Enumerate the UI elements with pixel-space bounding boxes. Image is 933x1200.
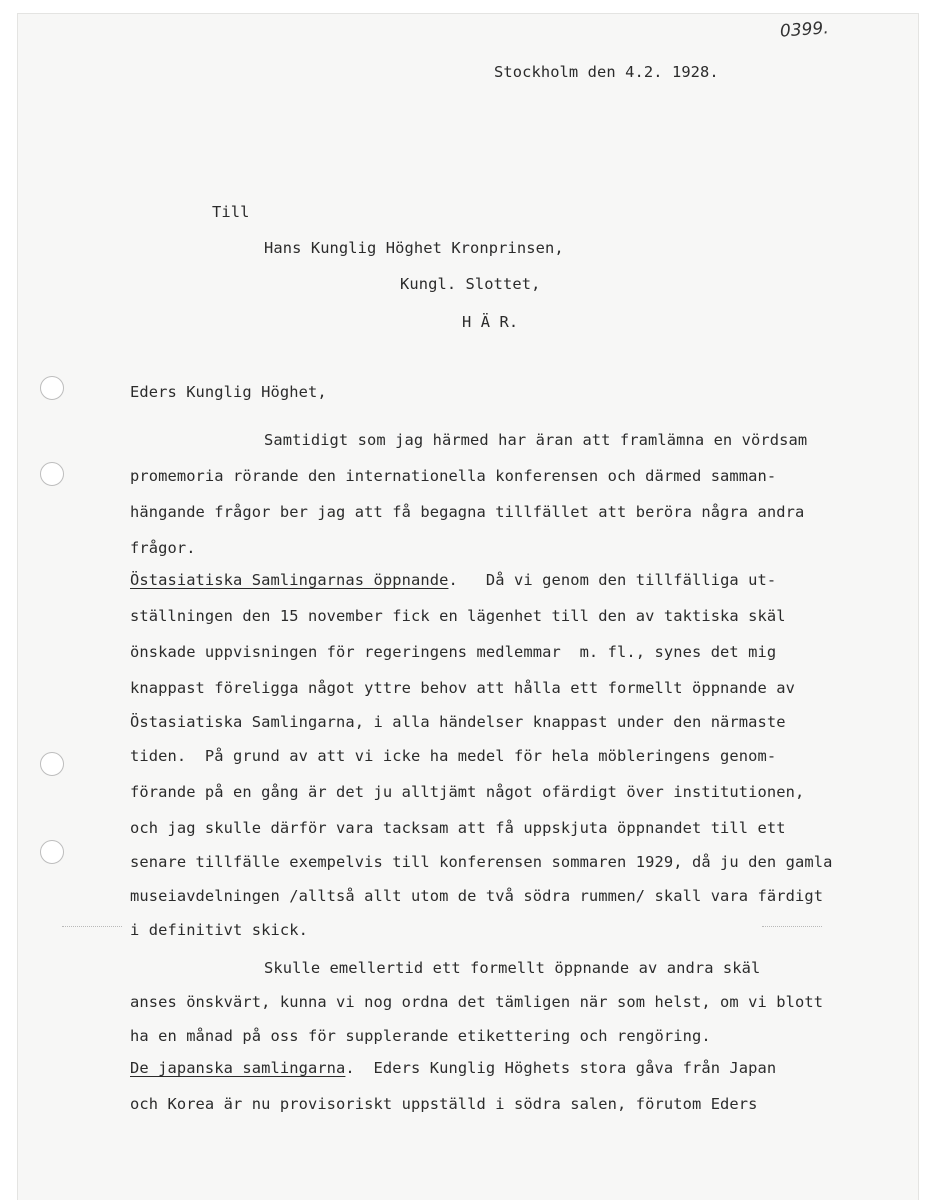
body-text: . Då vi genom den tillfälliga ut- (448, 571, 777, 589)
body-line: senare tillfälle exempelvis till konferensen sommaren 1929, då ju den gamla (130, 853, 833, 871)
body-line: Skulle emellertid ett formellt öppnande av andra skäl (264, 959, 761, 977)
scan-edge-mark (762, 926, 822, 935)
body-line: promemoria rörande den internationella konferensen och därmed samman- (130, 467, 777, 485)
body-line: i definitivt skick. (130, 921, 308, 939)
section-heading: De japanska samlingarna (130, 1059, 346, 1077)
body-line: knappast föreligga något yttre behov att hålla ett formellt öppnande av (130, 679, 795, 697)
section-heading: Östasiatiska Samlingarnas öppnande (130, 571, 449, 589)
salutation: Eders Kunglig Höghet, (130, 383, 327, 401)
punch-hole (40, 752, 64, 776)
body-line: frågor. (130, 539, 196, 557)
body-line: tiden. På grund av att vi icke ha medel för hela möbleringens genom- (130, 747, 777, 765)
body-line: hängande frågor ber jag att få begagna tillfället att beröra några andra (130, 503, 805, 521)
body-line: förande på en gång är det ju alltjämt något ofärdigt över institutionen, (130, 783, 805, 801)
punch-hole (40, 462, 64, 486)
body-line: ställningen den 15 november fick en lägenhet till den av taktiska skäl (130, 607, 786, 625)
address-place: Kungl. Slottet, (400, 275, 541, 293)
address-recipient: Hans Kunglig Höghet Kronprinsen, (264, 239, 564, 257)
address-to: Till (212, 203, 250, 221)
body-line: Östasiatiska Samlingarna, i alla händelser knappast under den närmaste (130, 713, 786, 731)
body-line: och Korea är nu provisoriskt uppställd i södra salen, förutom Eders (130, 1095, 758, 1113)
body-line: museiavdelningen /alltså allt utom de två södra rummen/ skall vara färdigt (130, 887, 824, 905)
body-line: önskade uppvisningen för regeringens medlemmar m. fl., synes det mig (130, 643, 777, 661)
date-line: Stockholm den 4.2. 1928. (494, 63, 719, 81)
body-line: och jag skulle därför vara tacksam att få uppskjuta öppnandet till ett (130, 819, 786, 837)
body-line: anses önskvärt, kunna vi nog ordna det tämligen när som helst, om vi blott (130, 993, 824, 1011)
body-line: ha en månad på oss för supplerande etikettering och rengöring. (130, 1027, 711, 1045)
body-line (130, 1058, 776, 1078)
body-line: Samtidigt som jag härmed har äran att framlämna en vördsam (264, 431, 808, 449)
punch-hole (40, 376, 64, 400)
punch-hole (40, 840, 64, 864)
archive-number: 0399. (779, 18, 830, 42)
address-city: H Ä R. (462, 313, 519, 331)
body-text: . Eders Kunglig Höghets stora gåva från Japan (345, 1059, 777, 1077)
scan-edge-mark (62, 926, 122, 935)
body-line (130, 570, 776, 590)
